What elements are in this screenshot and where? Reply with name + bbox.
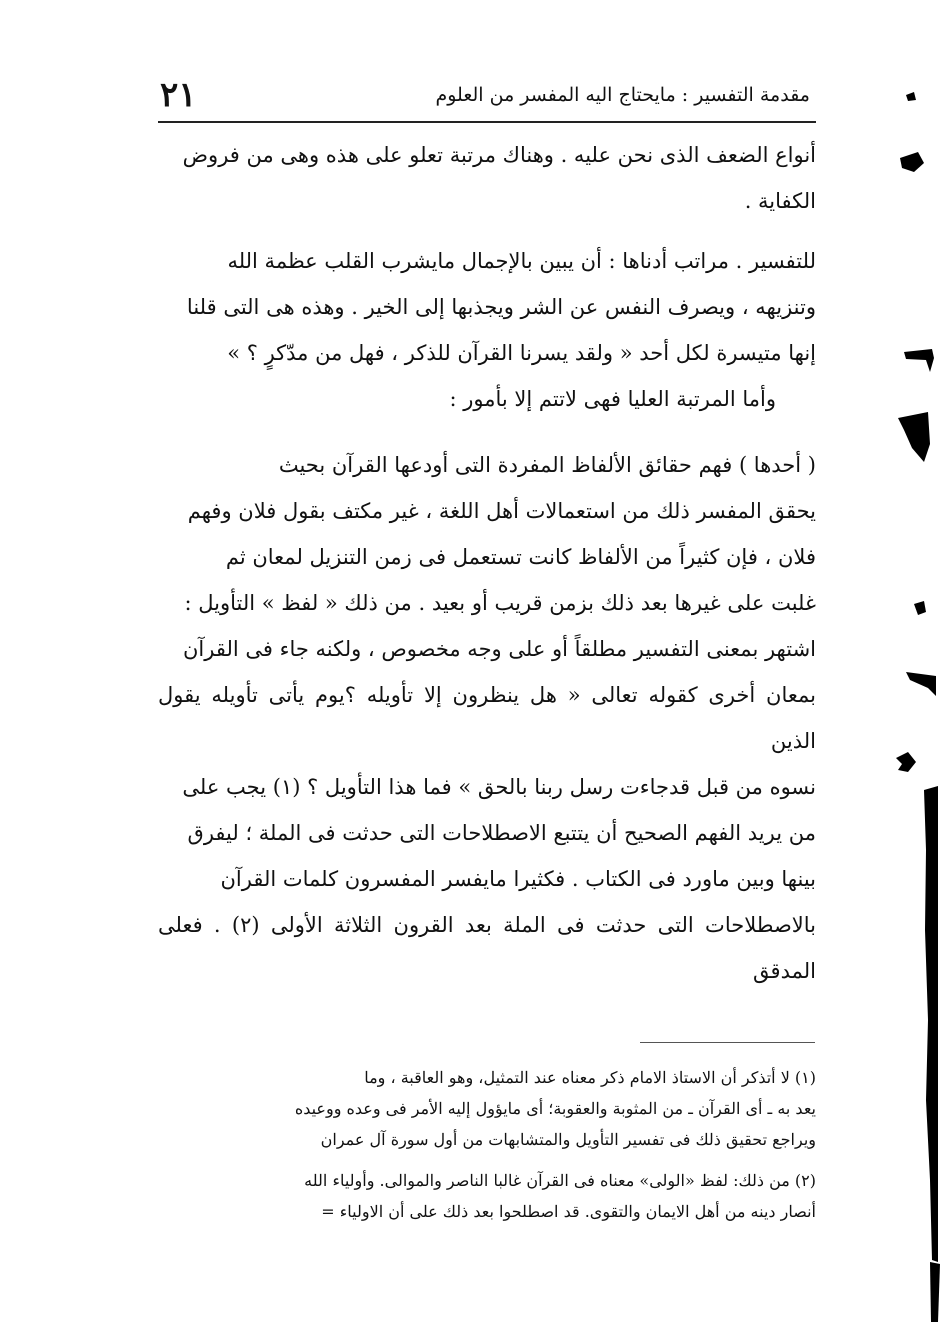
footnote-line: (١) لا أتذكر أن الاستاذ الامام ذكر معناه عند التمثيل، وهو العاقبة ، وما [364, 1068, 816, 1087]
body-line: بالاصطلاحات التى حدثت فى الملة بعد القرون الثلاثة الأولى (٢) . فعلى المدقق [158, 913, 817, 983]
scan-mark [896, 752, 916, 772]
body-line: اشتهر بمعنى التفسير مطلقاً أو على وجه مخصوص ، ولكنه جاء فى القرآن [183, 637, 816, 661]
scan-mark [906, 92, 916, 101]
body-line: يحقق المفسر ذلك من استعمالات أهل اللغة ، غير مكتف بقول فلان وفهم [187, 499, 816, 523]
footnote-line: أنصار دينه من أهل الايمان والتقوى. قد اصطلحوا بعد ذلك على أن الاولياء = [321, 1202, 816, 1221]
scan-mark [898, 412, 930, 462]
body-text [158, 132, 816, 994]
body-line: وأما المرتبة العليا فهى لاتتم إلا بأمور : [449, 387, 776, 411]
footnote-rule [640, 1042, 815, 1043]
footnotes [158, 1062, 816, 1227]
body-line: من يريد الفهم الصحيح أن يتتبع الاصطلاحات التى حدثت فى الملة ؛ ليفرق [187, 821, 816, 845]
body-line: الكفاية . [744, 189, 816, 213]
scan-mark [924, 786, 938, 1262]
body-line: غلبت على غيرها بعد ذلك بزمن قريب أو بعيد . من ذلك « لفظ » التأويل : [184, 591, 816, 615]
paragraph-gap [158, 224, 816, 238]
body-line: بمعان أخرى كقوله تعالى « هل ينظرون إلا تأويله ؟يوم يأتى تأويله يقول الذين [158, 683, 816, 753]
footnote-line: ويراجع تحقيق ذلك فى تفسير التأويل والمتشابهات من أول سورة آل عمران [320, 1130, 816, 1149]
running-title: مقدمة التفسير : مايحتاج اليه المفسر من العلوم [435, 84, 810, 106]
body-line: أنواع الضعف الذى نحن عليه . وهناك مرتبة تعلو على هذه وهى من فروض [182, 143, 816, 167]
scan-mark [930, 1262, 940, 1322]
page-header [160, 70, 810, 120]
scan-mark [914, 601, 926, 615]
scan-mark [906, 672, 936, 696]
scan-mark [904, 349, 934, 372]
body-line: للتفسير . مراتب أدناها : أن يبين بالإجمال مايشرب القلب عظمة الله [227, 249, 816, 273]
paragraph-gap [158, 422, 816, 442]
page-number: ٢١ [160, 75, 197, 115]
body-line: وتنزيهه ، ويصرف النفس عن الشر ويجذبها إلى الخير . وهذه هى التى قلنا [186, 295, 816, 319]
scan-mark [900, 152, 924, 172]
body-line: بينها وبين ماورد فى الكتاب . فكثيرا مايفسر المفسرون كلمات القرآن [220, 867, 816, 891]
body-line: إنها متيسرة لكل أحد « ولقد يسرنا القرآن للذكر ، فهل من مدّكرٍ ؟ » [227, 341, 816, 365]
footnote-line: يعد به ـ أى القرآن ـ من المثوبة والعقوبة؛ أى مايؤول إليه الأمر فى وعده ووعيده [294, 1099, 816, 1118]
body-line: فلان ، فإن كثيراً من الألفاظ كانت تستعمل فى زمن التنزيل لمعان ثم [225, 545, 816, 569]
header-rule [158, 121, 816, 123]
body-line: ( أحدها ) فهم حقائق الألفاظ المفردة التى أودعها القرآن بحيث [278, 453, 816, 477]
body-line: نسوه من قبل قدجاءت رسل ربنا بالحق » فما هذا التأويل ؟ (١) يجب على [182, 775, 816, 799]
footnote-line: (٢) من ذلك: لفظ «الولى» معناه فى القرآن غالبا الناصر والموالى. وأولياء الله [304, 1171, 816, 1190]
